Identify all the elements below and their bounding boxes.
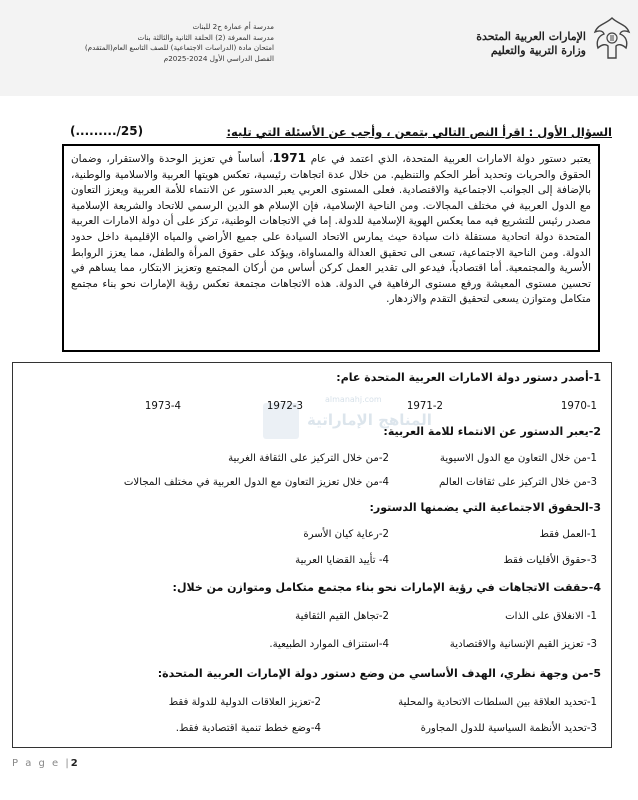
q3-option-4[interactable]: 4- تأييد القضايا العربية: [295, 555, 389, 566]
q1-option-3[interactable]: 1972-3: [266, 401, 303, 412]
ministry-line-country: الإمارات العربية المتحدة: [476, 30, 586, 43]
passage-text: [71, 151, 591, 308]
q5-option-3[interactable]: 3-تحديد الأنظمة السياسية للدول المجاورة: [420, 723, 597, 734]
passage-part-1: يعتبر دستور دولة الامارات العربية المتحدة، الذي اعتمد في عام: [305, 153, 591, 165]
question-1: 1-أصدر دستور دولة الامارات العربية المتحدة عام:: [336, 371, 601, 384]
ministry-title: [476, 30, 586, 58]
school-line: مدرسة أم عمارة ح2 للبنات: [192, 22, 274, 31]
q5-option-2[interactable]: 2-تعزيز العلاقات الدولية للدولة فقط: [168, 697, 321, 708]
q4-option-2[interactable]: 2-تجاهل القيم الثقافية: [295, 611, 389, 622]
q3-option-3[interactable]: 3-حقوق الأقليات فقط: [503, 555, 597, 566]
exam-line: امتحان مادة (الدراسات الاجتماعية) للصف التاسع العام(المتقدم): [84, 43, 274, 52]
school-info: [14, 22, 274, 64]
page-label: P a g e |: [12, 758, 71, 769]
q2-option-3[interactable]: 3-من خلال التركيز على ثقافات العالم: [439, 477, 597, 488]
q2-option-4[interactable]: 4-من خلال تعزيز التعاون مع الدول العربية في مختلف المجالات: [123, 477, 389, 488]
watermark-name: المناهج الإماراتية: [307, 411, 432, 429]
q4-option-1[interactable]: 1- الانغلاق على الذات: [505, 611, 597, 622]
question-4: 4-حققت الاتجاهات في رؤية الإمارات نحو بناء مجتمع متكامل ومتوازن من خلال:: [172, 581, 601, 594]
passage-box: [62, 144, 600, 352]
school-line: مدرسة المعرفة (2) الحلقة الثانية والثالثة بنات: [137, 32, 274, 42]
watermark-url: almanahj.com: [325, 395, 382, 404]
page-header: [0, 0, 638, 96]
passage-year: 1971: [272, 151, 306, 165]
uae-emblem-icon: [592, 14, 632, 62]
section-title: السؤال الأول : اقرأ النص التالي بتمعن ، وأجب عن الأسئلة التي تليه:: [226, 125, 612, 139]
q2-option-1[interactable]: 1-من خلال التعاون مع الدول الاسيوية: [439, 453, 597, 464]
q5-option-1[interactable]: 1-تحديد العلاقة بين السلطات الاتحادية والمحلية: [398, 697, 597, 708]
question-3: 3-الحقوق الاجتماعية التي يضمنها الدستور:: [369, 501, 601, 514]
questions-area: [12, 362, 612, 748]
q3-option-2[interactable]: 2-رعاية كيان الأسرة: [303, 529, 389, 540]
q3-option-1[interactable]: 1-العمل فقط: [539, 529, 597, 540]
q1-option-2[interactable]: 1971-2: [406, 401, 443, 412]
passage-part-2: ، أساساً في تعزيز الوحدة والاستقرار، وضمان الحقوق والحريات وتحديد أطر الحكم والتنظيم. من خلال عدة اتجاهات رئيسية، تعكس هويتها العربية والاسلامية والوطنية، بالإضافة إلى الجوانب الاجتماعية والاقتصادية. فعلى المستوى العربي يعبر الدستور عن الانتماء للأمة العربية ويعزز التعاون مع الدول العربية في مختلف المجالات. ومن الناحية الإسلامية، فإن الإسلام هو الدين الرسمي للاتحاد والشريعة الإسلامية مصدر رئيس للتشريع فيه مما يعكس الهوية الإسلامية للدولة. إما في الاتجاهات الوطنية، تركز على أن دولة الامارات العربية المتحدة دولة اتحادية مستقلة ذات سيادة حيث يمارس الاتحاد السيادة على جميع الأراضي والمياه الإقليمية داخل حدود الدولة. ومن الناحية الاجتماعية، تسعى الى تحقيق العدالة والمساواة، ويؤكد على حقوق المرأة والطفل، مما يعزز الروابط الأسرية والمجتمعية. أما اقتصادياً، فيدعو الى تقدير العمل كركن أساس من أركان المجتمع وتعزيز الابتكار، مما يساهم في تحسين مستوى المعيشة ورفع مستوى الرفاهية في الدولة. هذه الاتجاهات مجتمعة تعكس رؤية الإمارات نحو بناء مجتمع متكامل ومتوازن يسعى لتحقيق التقدم والازدهار.: [71, 153, 591, 306]
q4-option-4[interactable]: 4-استنزاف الموارد الطبيعية.: [269, 639, 389, 650]
q1-option-4[interactable]: 1973-4: [144, 401, 181, 412]
q2-option-2[interactable]: 2-من خلال التركيز على الثقافة الغربية: [228, 453, 389, 464]
question-5: 5-من وجهة نظري، الهدف الأساسي من وضع دستور دولة الإمارات العربية المتحدة:: [157, 667, 601, 680]
q5-option-4[interactable]: 4-وضع خطط تنمية اقتصادية فقط.: [175, 723, 321, 734]
question-2: 2-يعبر الدستور عن الانتماء للامة العربية:: [383, 425, 601, 438]
page-footer: [12, 758, 78, 769]
section-score: (........./25): [70, 124, 144, 138]
ministry-line-name: وزارة التربية والتعليم: [490, 44, 586, 57]
term-line: الفصل الدراسي الأول 2024-2025م: [163, 53, 274, 63]
page-number: 2: [70, 758, 78, 769]
q1-option-1[interactable]: 1970-1: [560, 401, 597, 412]
q4-option-3[interactable]: 3- تعزيز القيم الإنسانية والاقتصادية: [449, 639, 597, 650]
